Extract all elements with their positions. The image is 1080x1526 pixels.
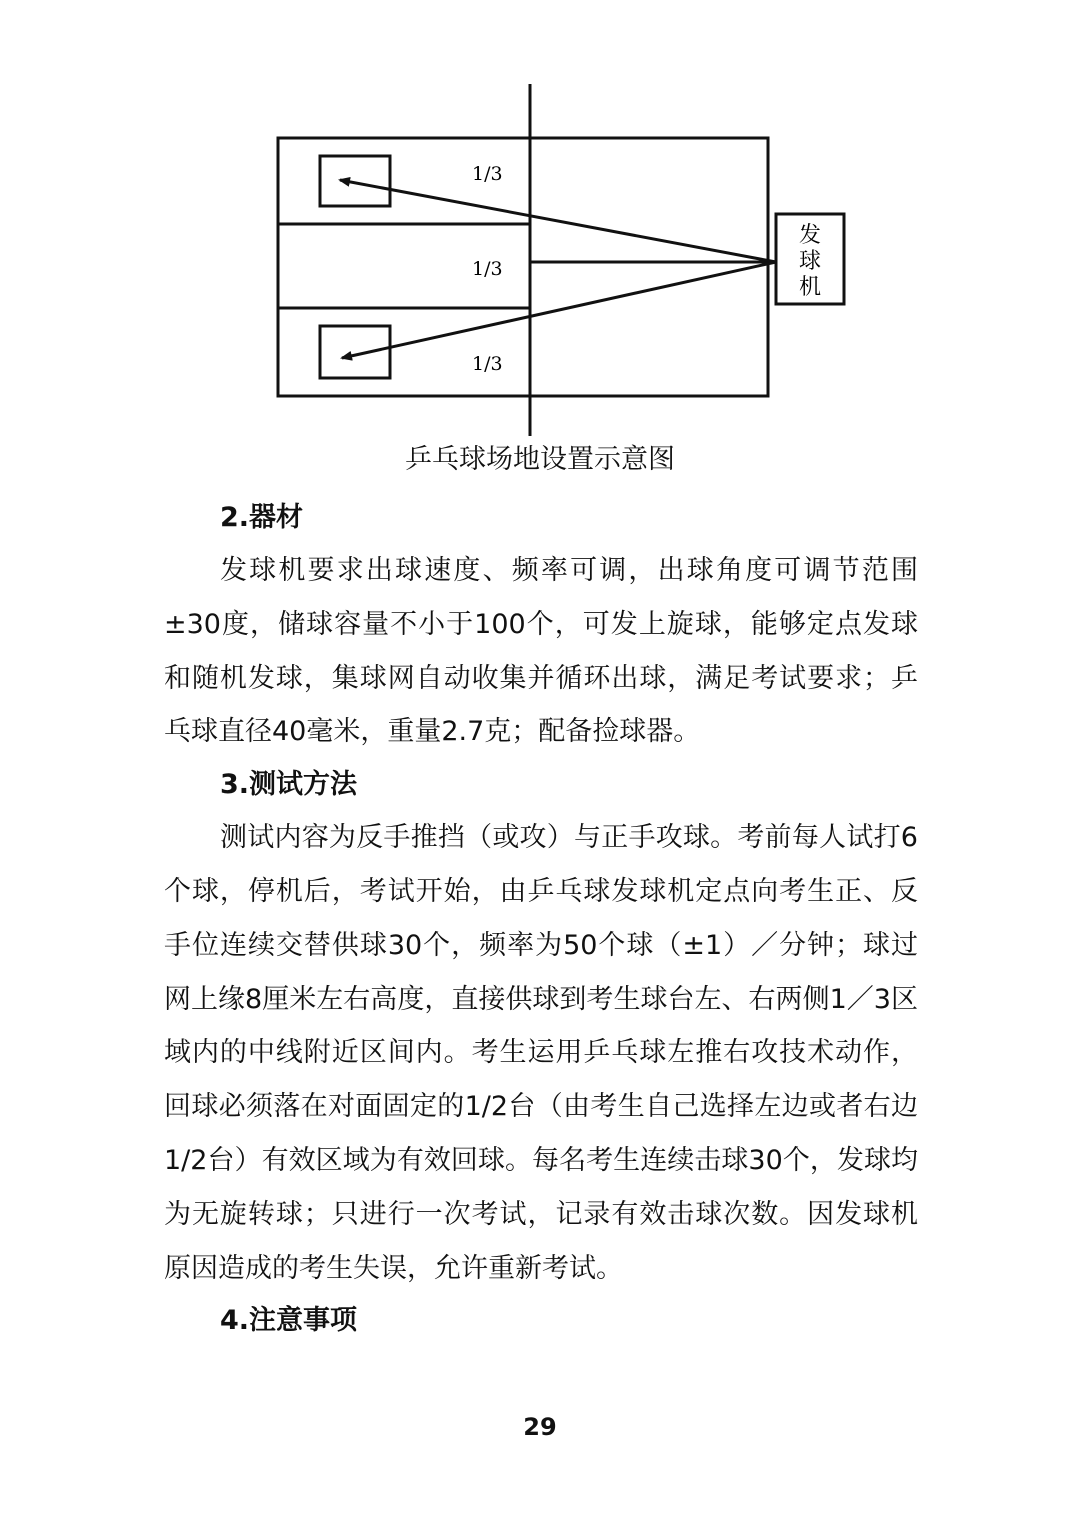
ball-machine-char-2: 球 [799,249,822,274]
zone-label-top: 1/3 [472,163,503,185]
section-heading-method: 3.测试方法 [220,769,358,801]
ball-machine-char-3: 机 [799,275,822,300]
section-body-method: 测试内容为反手推挡（或攻）与正手攻球。考前每人试打6个球，停机后，考试开始，由乒乓球发球机定点向考生正、反手位连续交替供球30个，频率为50个球（±1）／分钟；球过网上缘8厘米左右高度，直接供球到考生球台左、右两侧1／3区域内的中线附近区间内。考生运用乒乓球左推右攻技术动作，回球必须落在对面固定的1/2台（由考生自己选择左边或者右边1/2台）有效区域为有效回球。每名考生连续击球30个，发球均为无旋转球；只进行一次考试，记录有效击球次数。因发球机原因造成的考生失误，允许重新考试。 [164,822,918,1284]
section-heading-equipment: 2.器材 [220,502,304,533]
table-tennis-court-diagram [0,0,1080,440]
ball-machine-char-1: 发 [799,223,822,248]
section-heading-notes: 4.注意事项 [220,1305,358,1337]
section-body-equipment: 发球机要求出球速度、频率可调，出球角度可调节范围±30度，储球容量不小于100个，可发上旋球，能够定点发球和随机发球，集球网自动收集并循环出球，满足考试要求；乒乓球直径40毫米，重量2.7克；配备捡球器。 [164,555,918,748]
trajectory-arrow-bottom [342,262,776,358]
document-body [164,492,918,1347]
page-number: 29 [523,1413,557,1441]
trajectory-arrow-top [340,180,776,262]
diagram-caption: 乒乓球场地设置示意图 [405,444,675,475]
target-box-bottom [320,326,390,378]
target-box-top [320,156,390,206]
zone-label-bottom: 1/3 [472,353,503,375]
zone-label-middle: 1/3 [472,258,503,280]
